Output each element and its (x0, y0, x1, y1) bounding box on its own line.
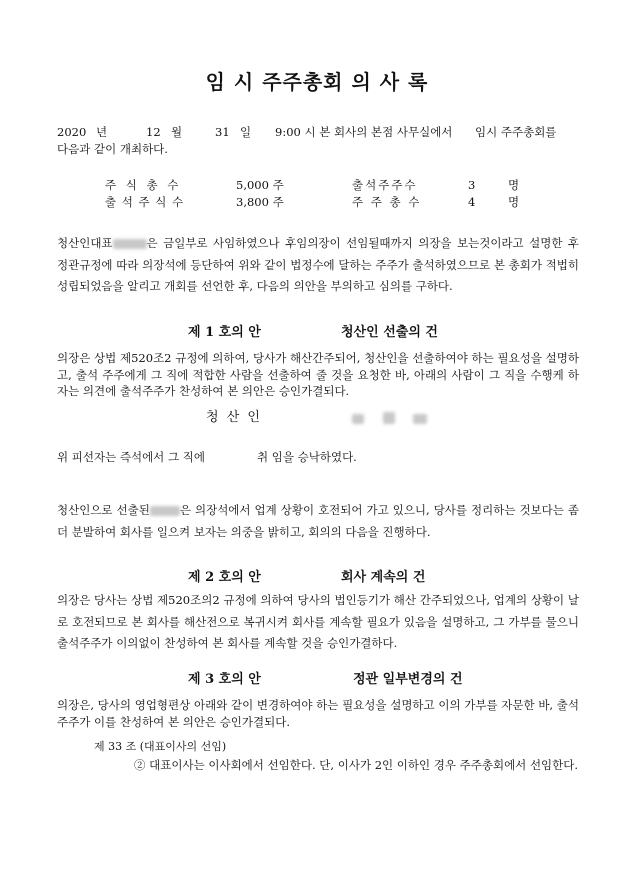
total-shares-label: 주 식 총 수 (105, 178, 182, 192)
total-holders-value: 4 (468, 195, 476, 209)
transition-prefix: 청산인으로 선출된 (57, 503, 150, 517)
liquidator-role-label: 청 산 인 (206, 410, 262, 425)
redacted-name (383, 412, 395, 424)
total-holders-unit: 명 (508, 195, 520, 209)
agenda1-body: 의장은 상법 제520조2 규정에 의하여, 당사가 해산간주되어, 청산인을 선출하여야 하는 필요성을 설명하고, 출석 주주에게 그 직에 적합한 사람을 선출하여 줄 것을 요청한 바, 아래의 사람이 그 직을 수행케 하자는 의견에 출석주주가 찬성하여 본 의안은 승인가결되다. (57, 351, 579, 398)
opening-year-unit: 년 (96, 125, 108, 139)
opening-meeting-type: 임시 주주총회를 (475, 125, 557, 139)
opening-line2: 다음과 같이 개최하다. (57, 142, 168, 156)
opening-day-unit: 일 (240, 125, 252, 139)
total-holders-label: 주 주 총 수 (352, 195, 422, 209)
agenda3-heading-no: 제 3 호의 안 (188, 672, 261, 687)
acceptance-text: 위 피선자는 즉석에서 그 직에 (57, 450, 205, 464)
opening-time-text: 9:00 시 본 회사의 본점 사무실에서 (275, 125, 453, 139)
acceptance-end: 취 임을 승낙하였다. (257, 450, 357, 464)
agenda2-heading-title: 회사 계속의 건 (341, 570, 426, 585)
present-holders-label: 출석주주수 (352, 178, 418, 192)
opening-month-unit: 월 (171, 125, 183, 139)
redacted-name (413, 414, 427, 424)
present-holders-value: 3 (468, 178, 476, 192)
agenda3-body: 의장은, 당사의 영업형편상 아래와 같이 변경하여야 하는 필요성을 설명하고 이의 가부를 자문한 바, 출석주주가 이를 찬성하여 본 의안은 승인가결되다. (57, 698, 579, 729)
total-shares-value: 5,000 주 (236, 178, 284, 192)
intro-text: 은 금일부로 사임하였으나 후임의장이 선임될때까지 의장을 보는것이라고 설명한 후 정관규정에 따라 의장석에 등단하여 위와 같이 법정수에 달하는 주주가 출석하였으므로 본 총회가 적법히 성립되었음을 알리고 개회를 선언한 후, 다음의 의안을 부의하고 심의를 구하다. (57, 236, 579, 293)
redacted-name (113, 239, 147, 249)
opening-day: 31 (215, 125, 230, 139)
present-shares-value: 3,800 주 (236, 195, 284, 209)
agenda1-heading-no: 제 1 호의 안 (188, 325, 261, 340)
intro-prefix: 청산인대표 (57, 236, 113, 250)
document-title: 임 시 주주총회 의 사 록 (205, 70, 429, 94)
redacted-name (150, 506, 180, 516)
redacted-name (352, 414, 364, 424)
transition-text: 은 의장석에서 업계 상황이 호전되어 가고 있으니, 당사를 정리하는 것보다는 좀 더 분발하여 회사를 일으켜 보자는 의중을 밝히고, 회의의 다음을 진행하다. (57, 503, 579, 539)
present-holders-unit: 명 (508, 178, 520, 192)
article-clause: ② 대표이사는 이사회에서 선임한다. 단, 이사가 2인 이하인 경우 주주총회에서 선임한다. (134, 758, 579, 772)
agenda3-heading-title: 정관 일부변경의 건 (353, 672, 463, 687)
opening-year: 2020 (57, 125, 87, 139)
intro-paragraph (57, 233, 579, 298)
opening-month: 12 (146, 125, 161, 139)
agenda1-heading-title: 청산인 선출의 건 (341, 325, 438, 340)
transition-paragraph (57, 500, 579, 543)
article-title: 제 33 조 (대표이사의 선임) (94, 740, 227, 753)
present-shares-label: 출 석 주 식 수 (105, 195, 185, 209)
agenda2-body: 의장은 당사는 상법 제520조의2 규정에 의하여 당사의 법인등기가 해산 간주되었으나, 업계의 상황이 날로 호전되므로 본 회사를 해산전으로 복귀시켜 회사를 계속할 필요가 있음을 설명하고, 그 가부를 물으니 출석주주가 이의없이 찬성하여 본 회사를 계속할 것을 승인가결하다. (57, 593, 579, 650)
agenda2-heading-no: 제 2 호의 안 (188, 570, 261, 585)
